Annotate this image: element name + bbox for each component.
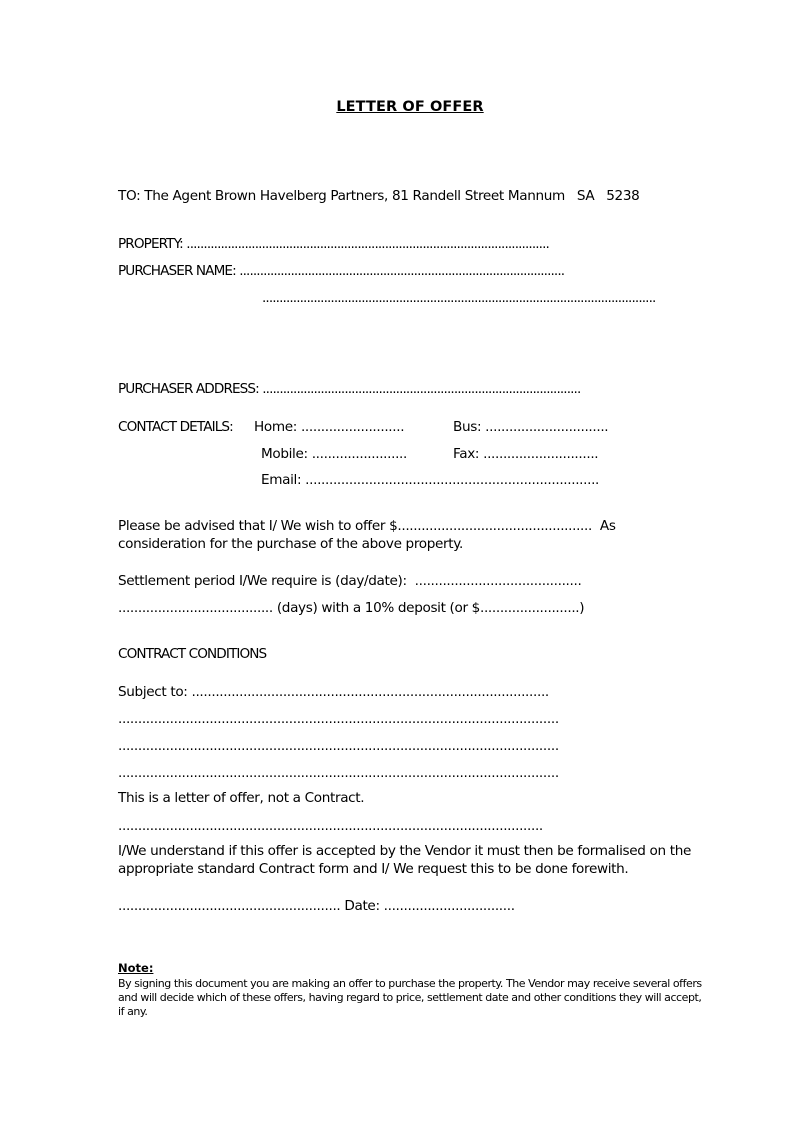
purchaser-name-line: PURCHASER NAME: ............................................................................................... xyxy=(118,263,565,279)
condition-line: ............................................................................................................... xyxy=(118,765,559,781)
contract-conditions-heading: CONTRACT CONDITIONS xyxy=(118,646,267,662)
contact-email: Email: .......................................................................... xyxy=(261,472,600,488)
purchaser-name-line-2: ................................................................................................................... xyxy=(262,290,656,306)
subject-to-line: Subject to: .......................................................................................... xyxy=(118,684,549,700)
understand-line-2: appropriate standard Contract form and I/ We request this to be done forewith. xyxy=(118,861,629,877)
settlement-line-2: ....................................... (days) with a 10% deposit (or $.........................) xyxy=(118,600,585,616)
condition-line: ............................................................................................................... xyxy=(118,738,559,754)
offer-line-1: Please be advised that I/ We wish to offer $................................................. As xyxy=(118,518,616,534)
property-line: PROPERTY: .......................................................................................................... xyxy=(118,236,549,252)
condition-line: ............................................................................................................... xyxy=(118,711,559,727)
not-contract-line: This is a letter of offer, not a Contract. xyxy=(118,790,365,806)
offer-line-2: consideration for the purchase of the above property. xyxy=(118,536,463,552)
contact-home: Home: .......................... xyxy=(254,419,405,435)
settlement-line-1: Settlement period I/We require is (day/date): .......................................... xyxy=(118,573,582,589)
purchaser-address-line: PURCHASER ADDRESS: ............................................................................................. xyxy=(118,381,581,397)
contact-details-label: CONTACT DETAILS: xyxy=(118,419,233,435)
signature-date-line: ........................................................ Date: ................................. xyxy=(118,898,515,914)
contact-bus: Bus: ............................... xyxy=(453,419,609,435)
contact-fax: Fax: ............................. xyxy=(453,446,599,462)
blank-line: ........................................................................................................... xyxy=(118,818,543,834)
understand-line-1: I/We understand if this offer is accepted by the Vendor it must then be formalised on the xyxy=(118,843,691,859)
note-heading: Note: xyxy=(118,961,154,975)
to-line: TO: The Agent Brown Havelberg Partners, 81 Randell Street Mannum SA 5238 xyxy=(118,188,640,204)
contact-mobile: Mobile: ........................ xyxy=(261,446,407,462)
note-text: By signing this document you are making an offer to purchase the property. The Vendor may receive several offers and will decide which of these offers, having regard to price, settlement date and other conditions they will accept, if any. xyxy=(118,977,702,1018)
page-title: LETTER OF OFFER xyxy=(336,99,484,115)
